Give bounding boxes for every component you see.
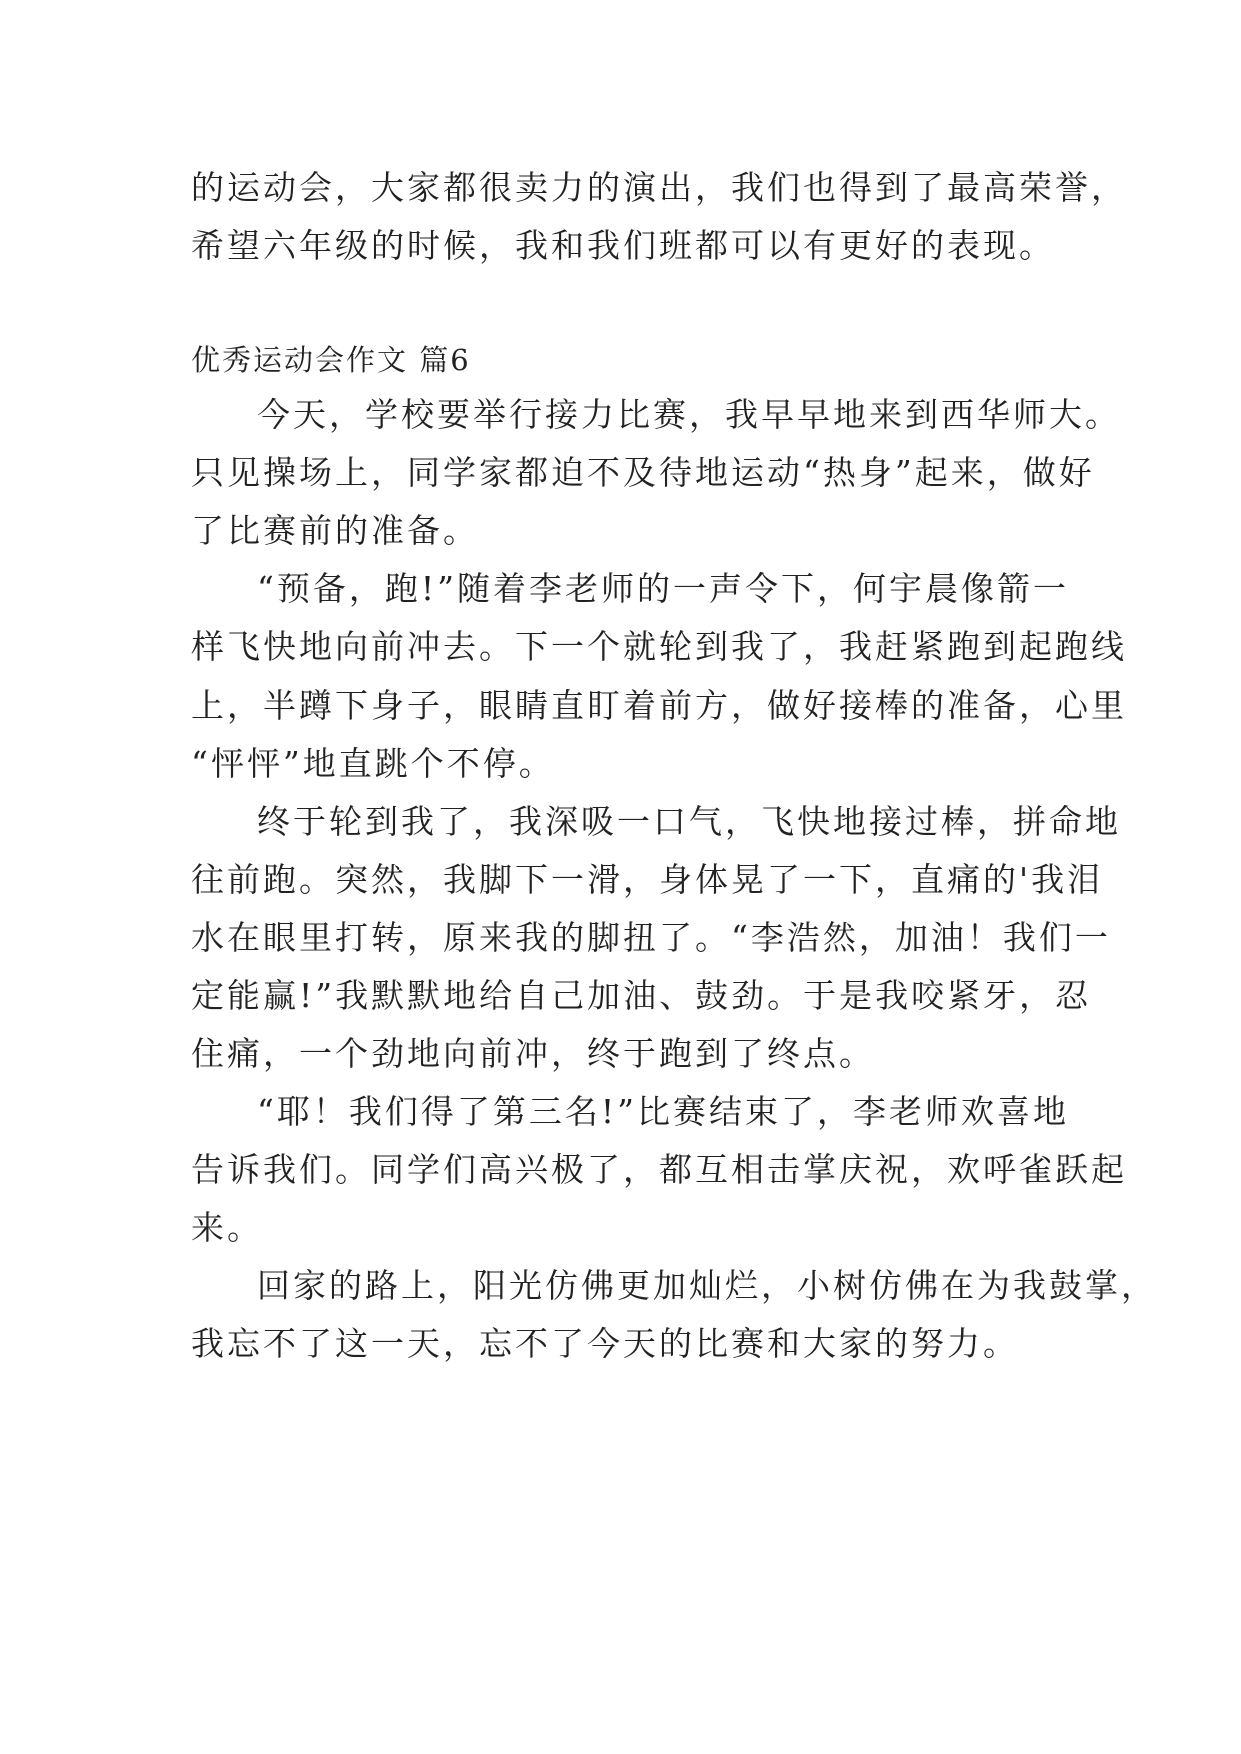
text-line: 往前跑。突然，我脚下一滑，身体晃了一下，直痛的'我泪 [191, 860, 1104, 899]
section-title: 优秀运动会作文 篇6 [191, 343, 471, 377]
text-line: 我忘不了这一天，忘不了今天的比赛和大家的努力。 [191, 1324, 1019, 1363]
text-line: 水在眼里打转，原来我的脚扭了。“李浩然，加油！我们一 [191, 918, 1111, 957]
text-line: 的运动会，大家都很卖力的演出，我们也得到了最高荣誉， [191, 168, 1127, 207]
text-line: 告诉我们。同学们高兴极了，都互相击掌庆祝，欢呼雀跃起 [191, 1150, 1127, 1189]
text-line: 了比赛前的准备。 [191, 511, 479, 550]
text-line: “怦怦”地直跳个不停。 [191, 744, 555, 783]
text-line: 回家的路上，阳光仿佛更加灿烂，小树仿佛在为我鼓掌， [257, 1266, 1157, 1305]
text-line: 今天，学校要举行接力比赛，我早早地来到西华师大。 [257, 395, 1121, 434]
text-line: 上，半蹲下身子，眼睛直盯着前方，做好接棒的准备，心里 [191, 686, 1127, 725]
text-line: 住痛，一个劲地向前冲，终于跑到了终点。 [191, 1034, 875, 1073]
text-line: “耶！我们得了第三名!”比赛结束了，李老师欢喜地 [257, 1092, 1070, 1131]
text-line: 终于轮到我了，我深吸一口气，飞快地接过棒，拼命地 [257, 802, 1121, 841]
text-line: 来。 [191, 1208, 263, 1247]
text-line: 希望六年级的时候，我和我们班都可以有更好的表现。 [191, 226, 1055, 265]
text-line: 样飞快地向前冲去。下一个就轮到我了，我赶紧跑到起跑线 [191, 627, 1127, 666]
text-line: “预备，跑!”随着李老师的一声令下，何宇晨像箭一 [257, 569, 1070, 608]
text-line: 只见操场上，同学家都迫不及待地运动“热身”起来，做好 [191, 453, 1095, 492]
text-line: 定能赢!”我默默地给自己加油、鼓劲。于是我咬紧牙，忍 [191, 976, 1092, 1015]
